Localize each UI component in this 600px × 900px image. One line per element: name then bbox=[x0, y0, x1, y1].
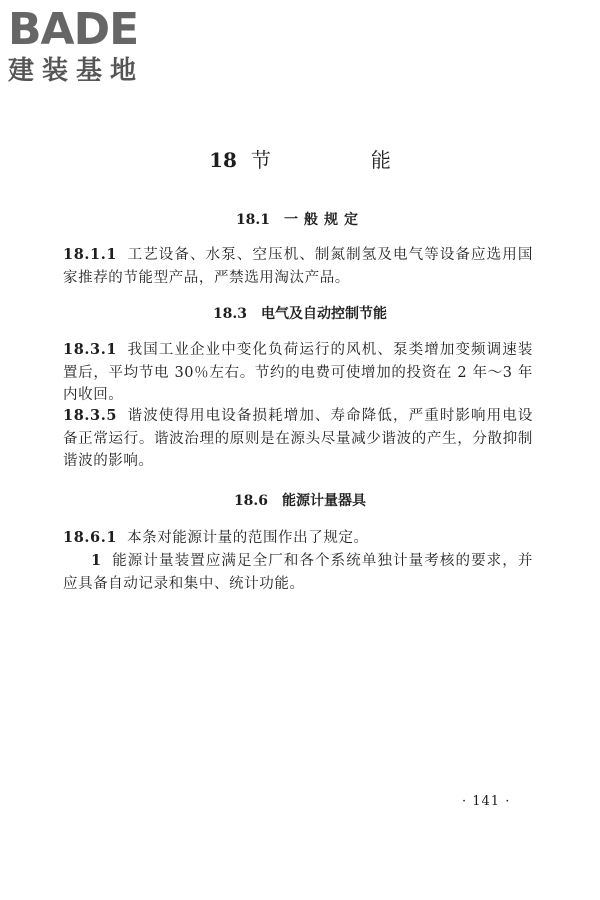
chapter-name: 节 能 bbox=[250, 148, 431, 172]
clause-18-3-5 bbox=[63, 405, 533, 473]
chapter-number: 18 bbox=[209, 148, 237, 172]
page-number: · 141 · bbox=[462, 794, 511, 809]
section-title: 能源计量器具 bbox=[282, 493, 367, 509]
clause-number: 18.3.1 bbox=[63, 341, 118, 358]
clause-number: 18.3.5 bbox=[63, 407, 118, 424]
logo-brand-cn: 建装基地 bbox=[8, 56, 145, 86]
chapter-title bbox=[0, 146, 600, 174]
section-number: 18.1 bbox=[235, 212, 271, 228]
clause-18-6-1 bbox=[63, 527, 533, 550]
clause-18-1-1 bbox=[63, 244, 533, 289]
section-heading-18-6 bbox=[0, 491, 600, 511]
logo-brand-en: BADE bbox=[8, 4, 139, 55]
clause-text: 本条对能源计量的范围作出了规定。 bbox=[127, 530, 369, 546]
item-text: 能源计量装置应满足全厂和各个系统单独计量考核的要求，并应具备自动记录和集中、统计功能。 bbox=[63, 553, 533, 592]
section-title: 电气及自动控制节能 bbox=[261, 306, 388, 322]
clause-18-6-1-item-1 bbox=[63, 550, 533, 595]
section-number: 18.6 bbox=[233, 493, 269, 509]
clause-text: 我国工业企业中变化负荷运行的风机、泵类增加变频调速装置后，平均节电 30％左右。节约的电费可使增加的投资在 2 年～3 年内收回。 bbox=[63, 342, 533, 403]
clause-number: 18.1.1 bbox=[63, 246, 118, 263]
item-number: 1 bbox=[91, 552, 102, 569]
section-heading-18-3 bbox=[0, 304, 600, 324]
clause-text: 工艺设备、水泵、空压机、制氮制氢及电气等设备应选用国家推荐的节能型产品，严禁选用淘汰产品。 bbox=[63, 247, 533, 286]
clause-text: 谐波使得用电设备损耗增加、寿命降低，严重时影响用电设备正常运行。谐波治理的原则是在源头尽量减少谐波的产生，分散抑制谐波的影响。 bbox=[63, 408, 533, 469]
section-heading-18-1 bbox=[0, 210, 600, 230]
clause-18-3-1 bbox=[63, 339, 533, 407]
section-number: 18.3 bbox=[212, 306, 248, 322]
section-title: 一般规定 bbox=[284, 212, 365, 228]
clause-number: 18.6.1 bbox=[63, 529, 118, 546]
watermark-logo bbox=[8, 6, 178, 86]
